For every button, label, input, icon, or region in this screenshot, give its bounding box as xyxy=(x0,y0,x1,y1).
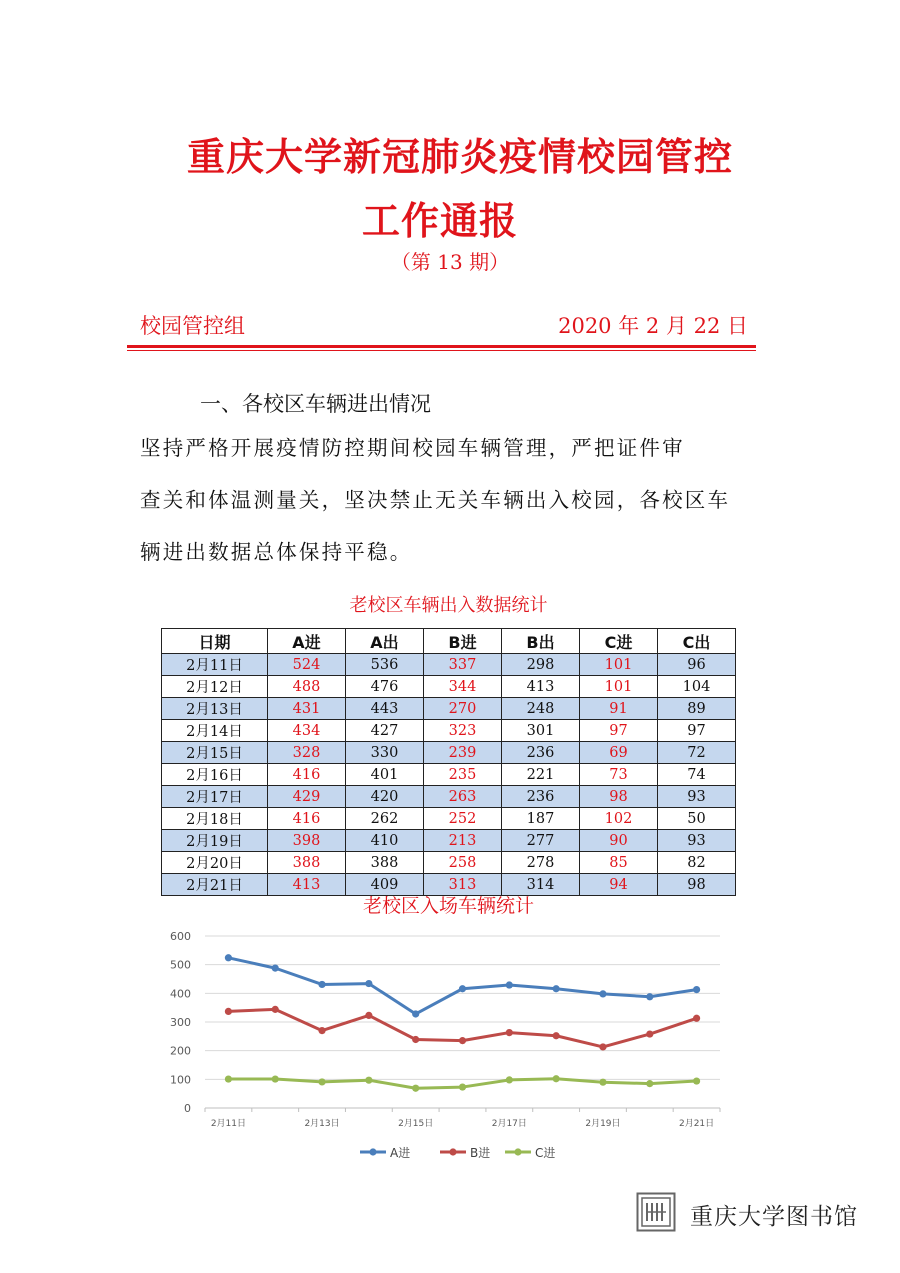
table-cell: 252 xyxy=(424,808,502,830)
header-rule-thick xyxy=(127,345,756,348)
table-cell: 93 xyxy=(658,830,736,852)
y-tick-label: 100 xyxy=(170,1073,191,1087)
section-heading: 一、各校区车辆进出情况 xyxy=(200,392,431,416)
table-cell: 236 xyxy=(502,742,580,764)
data-point xyxy=(412,1085,419,1092)
table-cell: 313 xyxy=(424,874,502,896)
legend-marker xyxy=(514,1148,521,1155)
entry-line-chart xyxy=(160,920,740,1170)
table-cell: 344 xyxy=(424,676,502,698)
table-row xyxy=(162,654,736,676)
table-cell: 97 xyxy=(580,720,658,742)
report-title-line2: 工作通报 xyxy=(361,199,518,243)
table-cell: 82 xyxy=(658,852,736,874)
table-cell: 89 xyxy=(658,698,736,720)
table-cell: 337 xyxy=(424,654,502,676)
data-point xyxy=(412,1036,419,1043)
table-cell: 416 xyxy=(268,764,346,786)
data-point xyxy=(459,1037,466,1044)
table-cell: 104 xyxy=(658,676,736,698)
vehicle-data-table xyxy=(161,628,736,896)
data-point xyxy=(553,985,560,992)
table-cell: 409 xyxy=(346,874,424,896)
data-point xyxy=(365,1077,372,1084)
table-cell: 73 xyxy=(580,764,658,786)
table-cell: 2月21日 xyxy=(162,874,268,896)
col-header: C出 xyxy=(658,629,736,654)
library-brand-text: 重庆大学图书馆 xyxy=(690,1204,858,1230)
table-cell: 476 xyxy=(346,676,424,698)
table-cell: 314 xyxy=(502,874,580,896)
table-cell: 429 xyxy=(268,786,346,808)
data-point xyxy=(646,1080,653,1087)
table-cell: 278 xyxy=(502,852,580,874)
x-tick-label: 2月19日 xyxy=(585,1119,621,1129)
table-cell: 434 xyxy=(268,720,346,742)
data-point xyxy=(599,1079,606,1086)
data-point xyxy=(318,981,325,988)
data-point xyxy=(272,1006,279,1013)
data-point xyxy=(506,1076,513,1083)
y-tick-label: 200 xyxy=(170,1044,191,1058)
y-tick-label: 400 xyxy=(170,987,191,1001)
paragraph-line: 查关和体温测量关，坚决禁止无关车辆出入校园，各校区车 xyxy=(140,488,731,512)
y-tick-label: 500 xyxy=(170,958,191,972)
paragraph-line: 辆进出数据总体保持平稳。 xyxy=(140,540,413,564)
data-point xyxy=(646,1030,653,1037)
table-cell: 213 xyxy=(424,830,502,852)
table-cell: 187 xyxy=(502,808,580,830)
table-cell: 420 xyxy=(346,786,424,808)
data-point xyxy=(553,1032,560,1039)
table-cell: 2月13日 xyxy=(162,698,268,720)
table-cell: 413 xyxy=(502,676,580,698)
table-cell: 94 xyxy=(580,874,658,896)
data-point xyxy=(365,1012,372,1019)
table-row xyxy=(162,808,736,830)
table-header-row xyxy=(162,629,736,654)
chart-title: 老校区入场车辆统计 xyxy=(362,895,534,917)
data-point xyxy=(506,981,513,988)
data-point xyxy=(272,1075,279,1082)
header-rule-thin xyxy=(127,350,756,351)
data-point xyxy=(553,1075,560,1082)
table-cell: 235 xyxy=(424,764,502,786)
table-cell: 323 xyxy=(424,720,502,742)
table-cell: 91 xyxy=(580,698,658,720)
table-cell: 236 xyxy=(502,786,580,808)
table-cell: 69 xyxy=(580,742,658,764)
issue-date: 2020 年 2 月 22 日 xyxy=(558,314,748,338)
table-cell: 427 xyxy=(346,720,424,742)
col-header: B进 xyxy=(424,629,502,654)
table-cell: 330 xyxy=(346,742,424,764)
data-point xyxy=(693,986,700,993)
x-tick-label: 2月13日 xyxy=(304,1119,340,1129)
table-cell: 102 xyxy=(580,808,658,830)
data-point xyxy=(365,980,372,987)
table-cell: 2月17日 xyxy=(162,786,268,808)
table-cell: 443 xyxy=(346,698,424,720)
table-cell: 398 xyxy=(268,830,346,852)
data-point xyxy=(599,1043,606,1050)
data-point xyxy=(225,1008,232,1015)
table-cell: 388 xyxy=(346,852,424,874)
legend-marker xyxy=(449,1148,456,1155)
table-row xyxy=(162,720,736,742)
table-cell: 98 xyxy=(658,874,736,896)
col-header: C进 xyxy=(580,629,658,654)
table-row xyxy=(162,852,736,874)
table-cell: 262 xyxy=(346,808,424,830)
table-cell: 2月16日 xyxy=(162,764,268,786)
x-tick-label: 2月11日 xyxy=(210,1119,247,1129)
col-header: 日期 xyxy=(162,629,268,654)
table-cell: 410 xyxy=(346,830,424,852)
data-point xyxy=(693,1077,700,1084)
table-cell: 2月12日 xyxy=(162,676,268,698)
x-tick-label: 2月21日 xyxy=(678,1119,715,1129)
table-cell: 248 xyxy=(502,698,580,720)
y-tick-label: 0 xyxy=(184,1102,191,1115)
table-row xyxy=(162,698,736,720)
table-cell: 2月19日 xyxy=(162,830,268,852)
table-cell: 488 xyxy=(268,676,346,698)
table-cell: 416 xyxy=(268,808,346,830)
data-point xyxy=(225,954,232,961)
data-point xyxy=(225,1075,232,1082)
legend-marker xyxy=(369,1148,376,1155)
y-tick-label: 600 xyxy=(170,930,191,943)
paragraph-line: 坚持严格开展疫情防控期间校园车辆管理，严把证件审 xyxy=(140,436,685,460)
table-cell: 98 xyxy=(580,786,658,808)
table-cell: 536 xyxy=(346,654,424,676)
table-cell: 74 xyxy=(658,764,736,786)
table-cell: 221 xyxy=(502,764,580,786)
y-tick-label: 300 xyxy=(170,1016,191,1029)
table-cell: 239 xyxy=(424,742,502,764)
table-cell: 298 xyxy=(502,654,580,676)
table-cell: 258 xyxy=(424,852,502,874)
data-point xyxy=(318,1027,325,1034)
table-cell: 85 xyxy=(580,852,658,874)
table-cell: 50 xyxy=(658,808,736,830)
col-header: A进 xyxy=(268,629,346,654)
table-cell: 2月11日 xyxy=(162,654,268,676)
table-cell: 101 xyxy=(580,676,658,698)
table-row xyxy=(162,786,736,808)
table-cell: 263 xyxy=(424,786,502,808)
table-cell: 328 xyxy=(268,742,346,764)
table-cell: 97 xyxy=(658,720,736,742)
data-point xyxy=(693,1015,700,1022)
table-cell: 96 xyxy=(658,654,736,676)
table-title: 老校区车辆出入数据统计 xyxy=(349,595,548,616)
legend-label: C进 xyxy=(535,1146,556,1160)
table-row xyxy=(162,764,736,786)
table-cell: 277 xyxy=(502,830,580,852)
table-cell: 401 xyxy=(346,764,424,786)
issue-number: （第 13 期） xyxy=(390,250,510,274)
data-point xyxy=(646,993,653,1000)
report-title-line1: 重庆大学新冠肺炎疫情校园管控 xyxy=(186,135,733,179)
table-cell: 72 xyxy=(658,742,736,764)
table-row xyxy=(162,830,736,852)
table-cell: 2月20日 xyxy=(162,852,268,874)
table-cell: 93 xyxy=(658,786,736,808)
data-point xyxy=(272,965,279,972)
data-point xyxy=(506,1029,513,1036)
table-cell: 301 xyxy=(502,720,580,742)
legend-label: B进 xyxy=(470,1146,491,1160)
legend-label: A进 xyxy=(390,1146,411,1160)
col-header: B出 xyxy=(502,629,580,654)
table-cell: 2月14日 xyxy=(162,720,268,742)
data-point xyxy=(459,1083,466,1090)
col-header: A出 xyxy=(346,629,424,654)
table-cell: 101 xyxy=(580,654,658,676)
x-tick-label: 2月17日 xyxy=(491,1119,527,1129)
table-cell: 270 xyxy=(424,698,502,720)
table-cell: 388 xyxy=(268,852,346,874)
table-cell: 413 xyxy=(268,874,346,896)
data-point xyxy=(412,1010,419,1017)
table-row xyxy=(162,742,736,764)
data-point xyxy=(599,990,606,997)
table-cell: 2月15日 xyxy=(162,742,268,764)
table-cell: 431 xyxy=(268,698,346,720)
table-row xyxy=(162,676,736,698)
table-cell: 2月18日 xyxy=(162,808,268,830)
x-tick-label: 2月15日 xyxy=(398,1119,434,1129)
data-point xyxy=(318,1078,325,1085)
table-cell: 90 xyxy=(580,830,658,852)
issuing-org: 校园管控组 xyxy=(140,314,245,338)
data-point xyxy=(459,985,466,992)
library-logo-icon xyxy=(636,1192,676,1232)
table-cell: 524 xyxy=(268,654,346,676)
